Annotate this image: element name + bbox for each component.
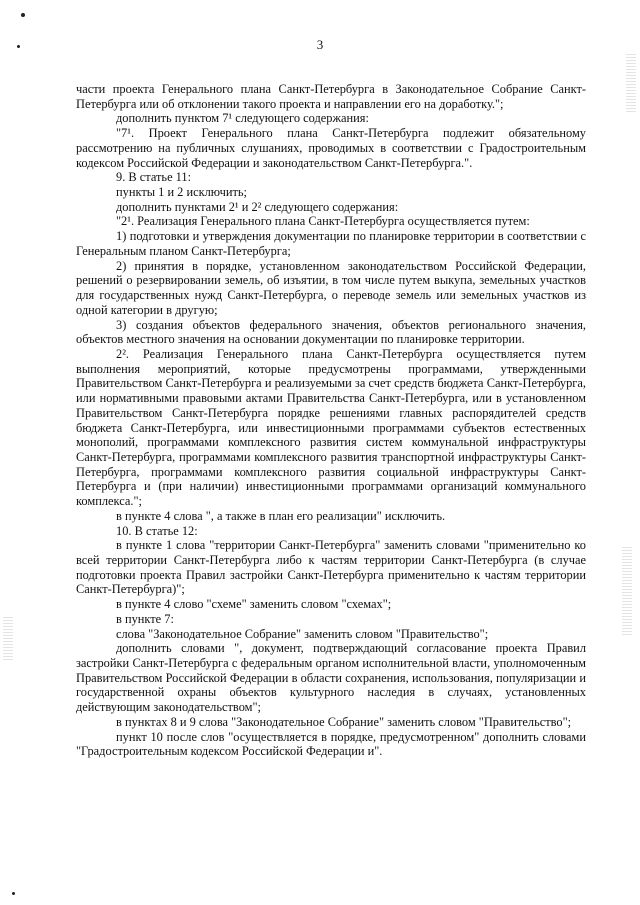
paragraph: в пункте 4 слово "схеме" заменить словом "схемах"; [116, 597, 392, 612]
paragraph: в пункте 1 слова "территории Санкт-Петербурга" заменить словами "применительно ко всей территории Санкт-Петербурга либо к частям территории Санкт-Петербурга (в случае подготовки проекта Правил застройки Санкт-Петербурга применительно к частям территории Санкт-Петербурга)"; [76, 538, 586, 597]
paragraph: в пункте 7: [116, 611, 174, 626]
paragraph: части проекта Генерального плана Санкт-Петербурга в Законодательное Собрание Санкт-Петербурга или об отклонении такого проекта и направлении его на доработку."; [76, 82, 586, 111]
paragraph: в пункте 4 слова ", а также в план его реализации" исключить. [116, 508, 446, 523]
page-number: 3 [316, 37, 324, 52]
paragraph: дополнить словами ", документ, подтверждающий согласование проекта Правил застройки Санкт-Петербурга с федеральным органом исполнительной власти, уполномоченным Правительством Российской Федерации в области сохранения, использования, популяризации и государственной охраны объектов культурного наследия в случаях, установленных действующим законодательством"; [76, 641, 586, 715]
paragraph: 2) принятия в порядке, установленном законодательством Российской Федерации, решений о резервировании земель, об изъятии, в том числе путем выкупа, земельных участков для государственных нужд Санкт-Петербурга, о переводе земель или земельных участков из одной категории в другую; [76, 258, 586, 317]
margin-mark [12, 892, 15, 895]
paragraph: пункт 10 после слов "осуществляется в порядке, предусмотренном" дополнить словами "Градостроительным кодексом Российской Федерации и". [76, 729, 586, 759]
paragraph: слова "Законодательное Собрание" заменить словом "Правительство"; [116, 626, 489, 641]
paragraph: 2². Реализация Генерального плана Санкт-Петербурга осуществляется путем выполнения мероприятий, которые предусмотрены программами, утвержденными Правительством Санкт-Петербурга и реализуемыми за счет средств бюджета Санкт-Петербурга, или нормативными правовыми актами Правительства Санкт-Петербурга, или в установленном Правительством Санкт-Петербурга порядке решениями главных распорядителей средств бюджета Санкт-Петербурга, или инвестиционными программами субъектов естественных монополий, программами комплексного развития систем коммунальной инфраструктуры Санкт-Петербурга, программами комплексного развития транспортной инфраструктуры Санкт-Петербурга, программами комплексного развития социальной инфраструктуры Санкт-Петербурга и (при наличии) инвестиционными программами организаций коммунального комплекса."; [76, 346, 586, 509]
scan-noise [3, 615, 13, 660]
paragraph: дополнить пунктом 7¹ следующего содержания: [116, 111, 369, 126]
paragraph: "2¹. Реализация Генерального плана Санкт-Петербурга осуществляется путем: [116, 214, 530, 229]
paragraph: 9. В статье 11: [116, 170, 192, 185]
paragraph: 1) подготовки и утверждения документации по планировке территории в соответствии с Генеральным планом Санкт-Петербурга; [76, 229, 586, 258]
paragraph: 3) создания объектов федерального значения, объектов регионального значения, объектов местного значения на основании документации по планировке территории. [76, 317, 586, 347]
scan-noise [622, 545, 632, 635]
paragraph: дополнить пунктами 2¹ и 2² следующего содержания: [116, 199, 399, 214]
paragraph: 10. В статье 12: [116, 523, 198, 538]
paragraph: "7¹. Проект Генерального плана Санкт-Петербурга подлежит обязательному рассмотрению на публичных слушаниях, проводимых в соответствии с Градостроительным кодексом Российской Федерации и законодательством Санкт-Петербурга.". [76, 126, 586, 170]
paragraph: пункты 1 и 2 исключить; [116, 185, 247, 200]
scan-noise [626, 52, 636, 112]
paragraph: в пунктах 8 и 9 слова "Законодательное Собрание" заменить словом "Правительство"; [116, 714, 572, 729]
document-body [76, 82, 586, 759]
margin-mark [21, 13, 25, 17]
